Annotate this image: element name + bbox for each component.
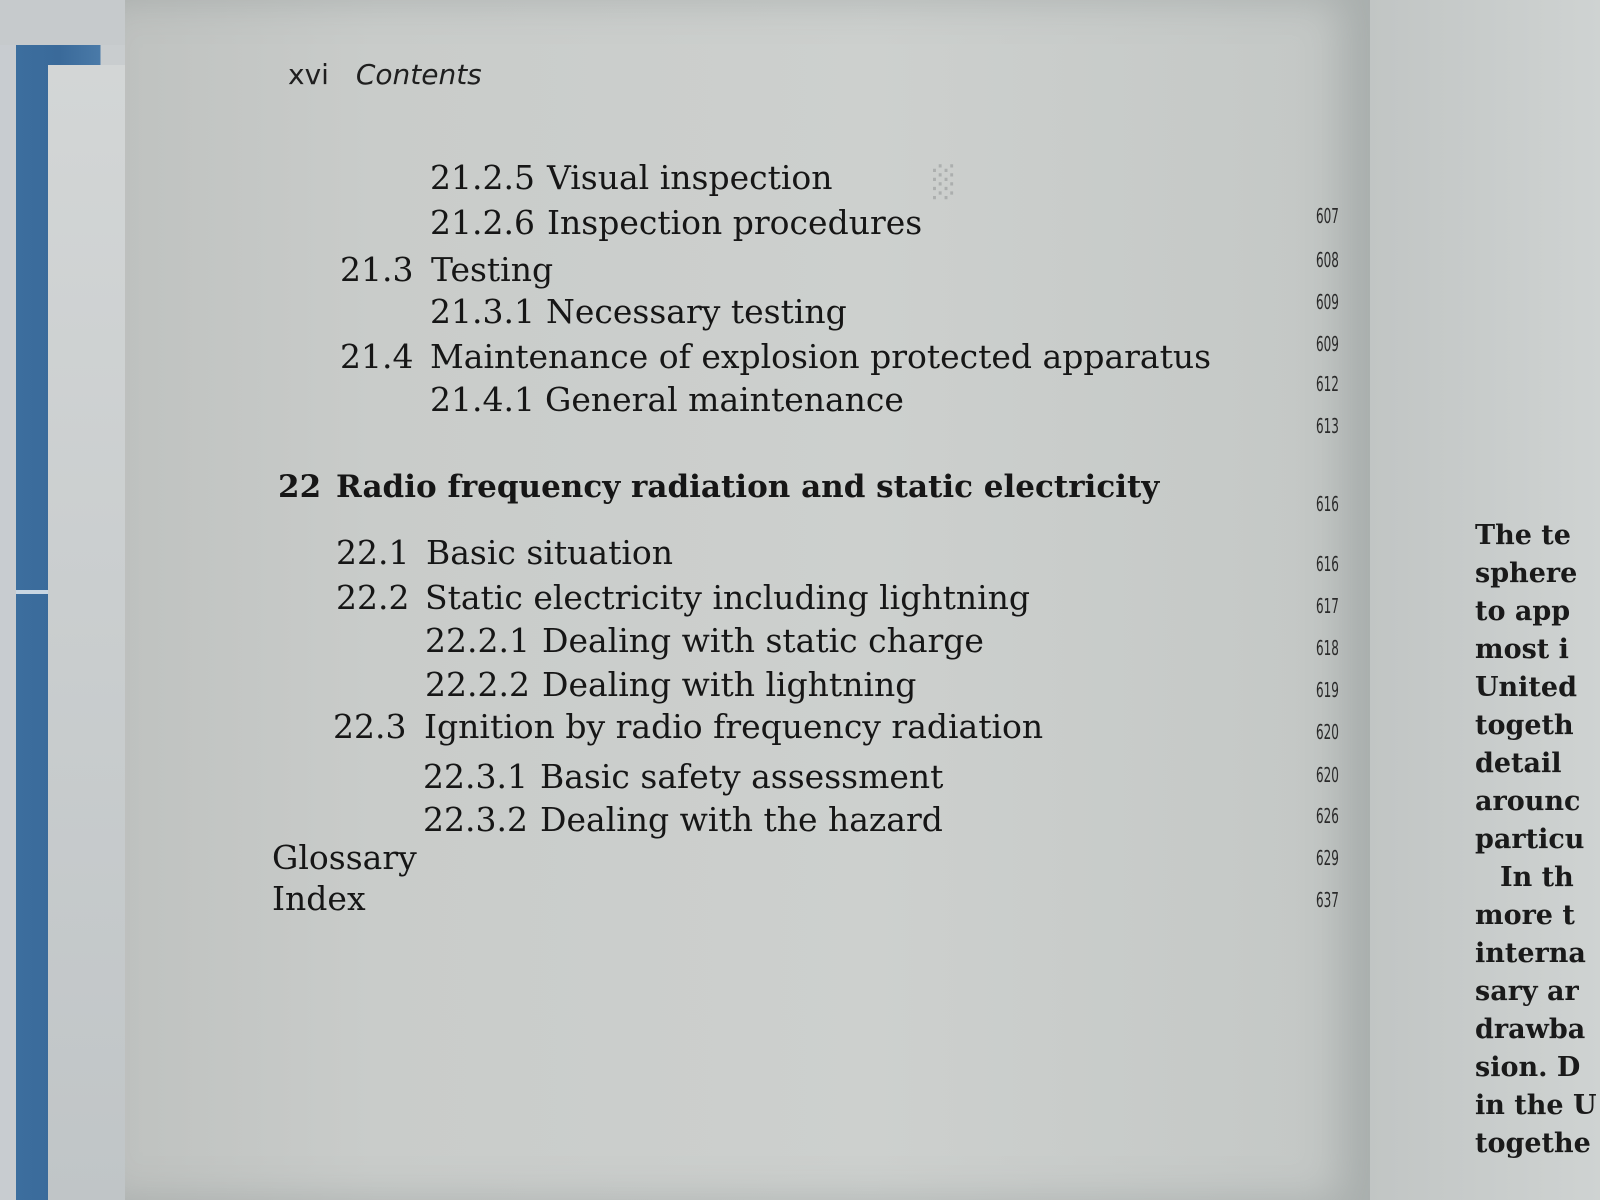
toc-entry[interactable] — [430, 292, 847, 331]
toc-number: 21.2.5 — [430, 158, 535, 197]
toc-page-number: 637 — [1316, 888, 1339, 912]
toc-number: 22.3.2 — [423, 800, 528, 839]
toc-title: Dealing with the hazard — [540, 800, 943, 839]
toc-page-number: 619 — [1316, 678, 1339, 702]
facing-line: sary ar — [1475, 976, 1579, 1007]
facing-line: sphere — [1475, 558, 1578, 589]
toc-page-number: 629 — [1316, 846, 1339, 870]
toc-entry[interactable] — [430, 380, 904, 419]
toc-number: 22.3.1 — [423, 757, 528, 796]
toc-number: 21.3.1 — [430, 292, 535, 331]
facing-line: interna — [1475, 938, 1586, 969]
facing-line: detail — [1475, 748, 1562, 779]
toc-title: Necessary testing — [546, 292, 847, 331]
running-title: Contents — [355, 58, 482, 91]
toc-number: 21.2.6 — [430, 203, 535, 242]
toc-title: Dealing with lightning — [542, 665, 917, 704]
toc-page-number: 616 — [1316, 492, 1339, 516]
toc-page-number: 626 — [1316, 804, 1339, 828]
toc-page-number: 613 — [1316, 414, 1339, 438]
toc-entry[interactable] — [336, 533, 674, 572]
facing-line: particu — [1475, 824, 1585, 855]
toc-number: 21.4.1 — [430, 380, 535, 419]
toc-entry[interactable] — [423, 800, 943, 839]
toc-entry[interactable] — [430, 203, 923, 242]
facing-line: drawba — [1475, 1014, 1586, 1045]
toc-number: 21.3 — [340, 250, 414, 289]
toc-page-number: 609 — [1316, 290, 1339, 314]
toc-page-number: 617 — [1316, 594, 1339, 618]
toc-number: 22.2.2 — [425, 665, 530, 704]
toc-title: Visual inspection — [547, 158, 833, 197]
toc-page-number: 608 — [1316, 248, 1339, 272]
toc-title: Basic situation — [426, 533, 674, 572]
facing-line: sion. D — [1475, 1052, 1581, 1083]
toc-chapter-title: Radio frequency radiation and static electricity — [336, 469, 1160, 505]
facing-line: in the U — [1475, 1090, 1597, 1121]
toc-entry[interactable] — [430, 158, 833, 197]
toc-page-number: 620 — [1316, 763, 1339, 787]
toc-title: Dealing with static charge — [542, 621, 984, 660]
toc-title: Inspection procedures — [547, 203, 923, 242]
toc-title: Testing — [431, 250, 554, 289]
facing-line: togeth — [1475, 710, 1574, 741]
toc-entry[interactable] — [423, 757, 944, 796]
toc-entry-glossary[interactable] — [272, 838, 417, 877]
toc-entry[interactable] — [425, 621, 984, 660]
toc-page-number: 620 — [1316, 720, 1339, 744]
toc-page-number: 618 — [1316, 636, 1339, 660]
toc-entry-index[interactable] — [272, 879, 366, 918]
toc-chapter-entry[interactable] — [278, 469, 1160, 505]
toc-page-number: 612 — [1316, 372, 1339, 396]
facing-line: In th — [1500, 862, 1574, 893]
facing-line: arounc — [1475, 786, 1581, 817]
facing-line: United — [1475, 672, 1577, 703]
toc-number: 21.4 — [340, 337, 414, 376]
bleed-through: ░ — [930, 165, 954, 200]
toc-number: 22.1 — [336, 533, 410, 572]
toc-number: 22.3 — [333, 707, 407, 746]
toc-title: Static electricity including lightning — [425, 578, 1031, 617]
facing-line: to app — [1475, 596, 1571, 627]
toc-title: Index — [272, 879, 366, 918]
toc-entry[interactable] — [340, 337, 1212, 376]
toc-title: General maintenance — [545, 380, 904, 419]
facing-line: togethe — [1475, 1128, 1591, 1159]
toc-entry[interactable] — [333, 707, 1044, 746]
toc-title: Maintenance of explosion protected apparatus — [430, 337, 1212, 376]
toc-page-number: 607 — [1316, 204, 1339, 228]
toc-title: Ignition by radio frequency radiation — [424, 707, 1044, 746]
toc-entry[interactable] — [336, 578, 1031, 617]
facing-line: most i — [1475, 634, 1569, 665]
page-folio: xvi — [288, 58, 329, 91]
toc-title: Glossary — [272, 838, 417, 877]
toc-page-number: 609 — [1316, 332, 1339, 356]
toc-number: 22.2 — [336, 578, 410, 617]
facing-line: more t — [1475, 900, 1575, 931]
toc-page-number: 616 — [1316, 552, 1339, 576]
facing-line: The te — [1475, 520, 1571, 551]
toc-chapter-number: 22 — [278, 469, 322, 505]
toc-entry[interactable] — [425, 665, 917, 704]
toc-entry[interactable] — [340, 250, 554, 289]
toc-number: 22.2.1 — [425, 621, 530, 660]
toc-title: Basic safety assessment — [540, 757, 944, 796]
